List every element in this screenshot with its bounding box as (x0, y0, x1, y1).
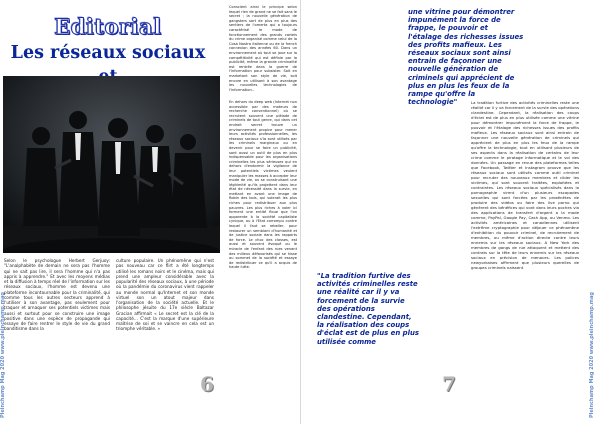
spine-right-text: Pleinchamp Mag 2020 www.pleinchamp.mag (589, 292, 595, 418)
gangsters-photo-icon (3, 76, 220, 253)
article-column-a: Selon le psychologue Herbert Gerjuoy: "L'analphabète de demain ne sera pas l'homme qui ne sait pas lire, il sera l'homme qui n'a pas appris à apprendre." Et avec les moyens médias et la diffusion à temps réel de l'information sur les réseaux sociaux, l'homme est devenu une plateforme incontournable pour la criminalité, qui comme tous les autres secteurs apprend à l'utiliser à son avantage, pas seulement pour traquer et arnaquer ses potentiels victimes mais aussi et surtout pour se construire une image positive dans une espèce de propagande qui essaye de faire rentrer le style de vie du grand banditisme dans la (4, 258, 110, 332)
right-page (300, 0, 600, 424)
article-column-c2: En dehors du deep web (Internet non accessible par des moteurs de recherche conventionnel) où se recrutent souvent une pléiade de criminels de tout genre, qui dans cet endroit secret trouve un environnement propice pour mener leurs activités professionnelles, les réseaux sociaux s'la sont utilisés par les criminels marginaux ou en devenir pour se faire un publicité, sont aussi un outil de plus en plus indispensable pour les organisations criminelles les plus sérieuses qui en dehors d'endormir la vigilance de leur potentiels victimes veulent manipuler les masses à accepter leur mode de vie, ou se construisant une légitimité qu'ils projettent dans leur état de nécessité dans la survie, en mettant en avant une image de Robin des bois, qui volerait les plus riches pour redistribuer aux plus pauvres. Les plus riches à voler ici forment une entité floue que l'on apparente à la société capitaliste cynique, ou à l'Etat corrompu contre lequel il faut se rebeller, pour restaurer un semblant d'humanité et de justice sociale dans les rapports de force. Le choc des classes, est aussi et souvent évoqué ou le miracle de l'enfant des rues venant des milieux défavorisés qui se hisse au sommet de la société et essaye de redistribuer ce qu'il a acquis de haute lutte. (229, 100, 297, 270)
gangsters-photo (3, 76, 220, 253)
section-title: Editorial (54, 14, 162, 39)
article-column-d: La tradition furtive des activités criminelles reste une réalité car il y va forcement de la survie des opérations clandestine. Cependant, la réalisation des coups d'éclat est de plus en plus utilisée comme une vitrine pour démontrer impunément la force de frappe, le pouvoir et l'étalage des richesses issues des profits mafieux. Les réseaux sociaux sont ainsi entrain de façonner une nouvelle génération de criminels qui apprécient de plus en plus les feux de la rampe qu'offre la technologie, tout en utilisant plusieurs de ses aspects dans la réalisation de certains de leur crime comme le piratage informatique et le vol des données. Un passage en revue des plateformes telles que Facebook, Twitter et Instagram prouve que les réseaux sociaux sont utilisés comme outil criminel pour recruter des nouveaux membres et cibler les victimes, qui sont souvent traitées, exploitées et contraintes. Les réseaux sociaux spécialisés dans la pornographie virent d'un plusieurs escapades sexuelles qui sont forcées par les proxénètes de produire des vidéos ou faire des live porno qui génèrent des bénéfices qui vont dans leurs poches via des applications de transfert d'argent a la mode comme, PayPal, Google Pay, Cash App, ou Venmo. Les activités américaines et canadiennes utilisent l'extrême cryptographie pour déjouer ce phénomène d'exhibition du pouvoir criminel, de recrutement de membres, ou même d'action directe contre leurs ennemis sur les réseaux sociaux. A New York des membres de gangs de rue attaquent et mettent des contrats sur la tête de leurs ennemis sur les réseaux sociaux en précision de menaces. Les polices newyorkaises affirment que plusieurs querelles de groupes criminels naissent (471, 100, 579, 270)
article-column-b: culture populaire. Un phénomène qui n'est pas nouveau car ce flirt a été longtemps utilisé les romans noirs et le cinéma, mais qui prend une ampleur considérable avec la popularité des réseaux sociaux, à une période où la pandémie du coronavirus vient rappeler au monde normal qu'Internet et son monde virtuel son un atout majeur dans l'organisation de la société actuelle. Et le philosophe jésuite du 17e siècle Baltazar Gracian affirmait « Le secret est la clé de la capacité… C'est la marque d'une supérieure maîtrise de soi et se vaincre en cela est un triomphe véritable. » (116, 258, 214, 332)
headline-line-1: Les réseaux sociaux (10, 43, 206, 63)
pullquote-top: une vitrine pour démontrer impunément la force de frappe, le pouvoir et l'étalage des richesses issues des profits mafieux. Les réseaux sociaux sont ainsi entrain de façonner une nouvelle génération de criminels qui apprécient de plus en plus les feux de la rampe qu'offre la technologie" (408, 8, 524, 107)
page-number-left: 6 (200, 372, 214, 396)
article-column-c1: Conscient ainsi le principe selon lequel rien de grand ne se fait sans le secret ; la nouvelle génération de gangsters sort de plus en plus des sentiers de l'omerta qui a toujours caractérisé le mode de fonctionnement des grands cartels du crime organisé comme celui de la Cosa Nostra italienne ou de la french connexion des années 60. Dans un environnement où tout se joue sur la compétitivité qui est définie par la publicité, même la grande criminalité est rentrée dans la guerre de l'information pour subsister. Soit en marketant son style de vie, soit encore en utilisant à son avantage les nouvelles technologies de l'information.. (229, 5, 297, 92)
page-number-right: 7 (442, 372, 456, 396)
spine-right (587, 0, 599, 424)
pullquote-bottom: "La tradition furtive des activités criminelles reste une réalité car il y va forcement de la survie des opérations clandestine. Cependant, la réalisation des coups d'éclat est de plus en plus utilisée comme (317, 272, 419, 346)
spine-left-text: Pleinchamp Mag 2020 www.pleinchamp.mag (0, 292, 6, 418)
